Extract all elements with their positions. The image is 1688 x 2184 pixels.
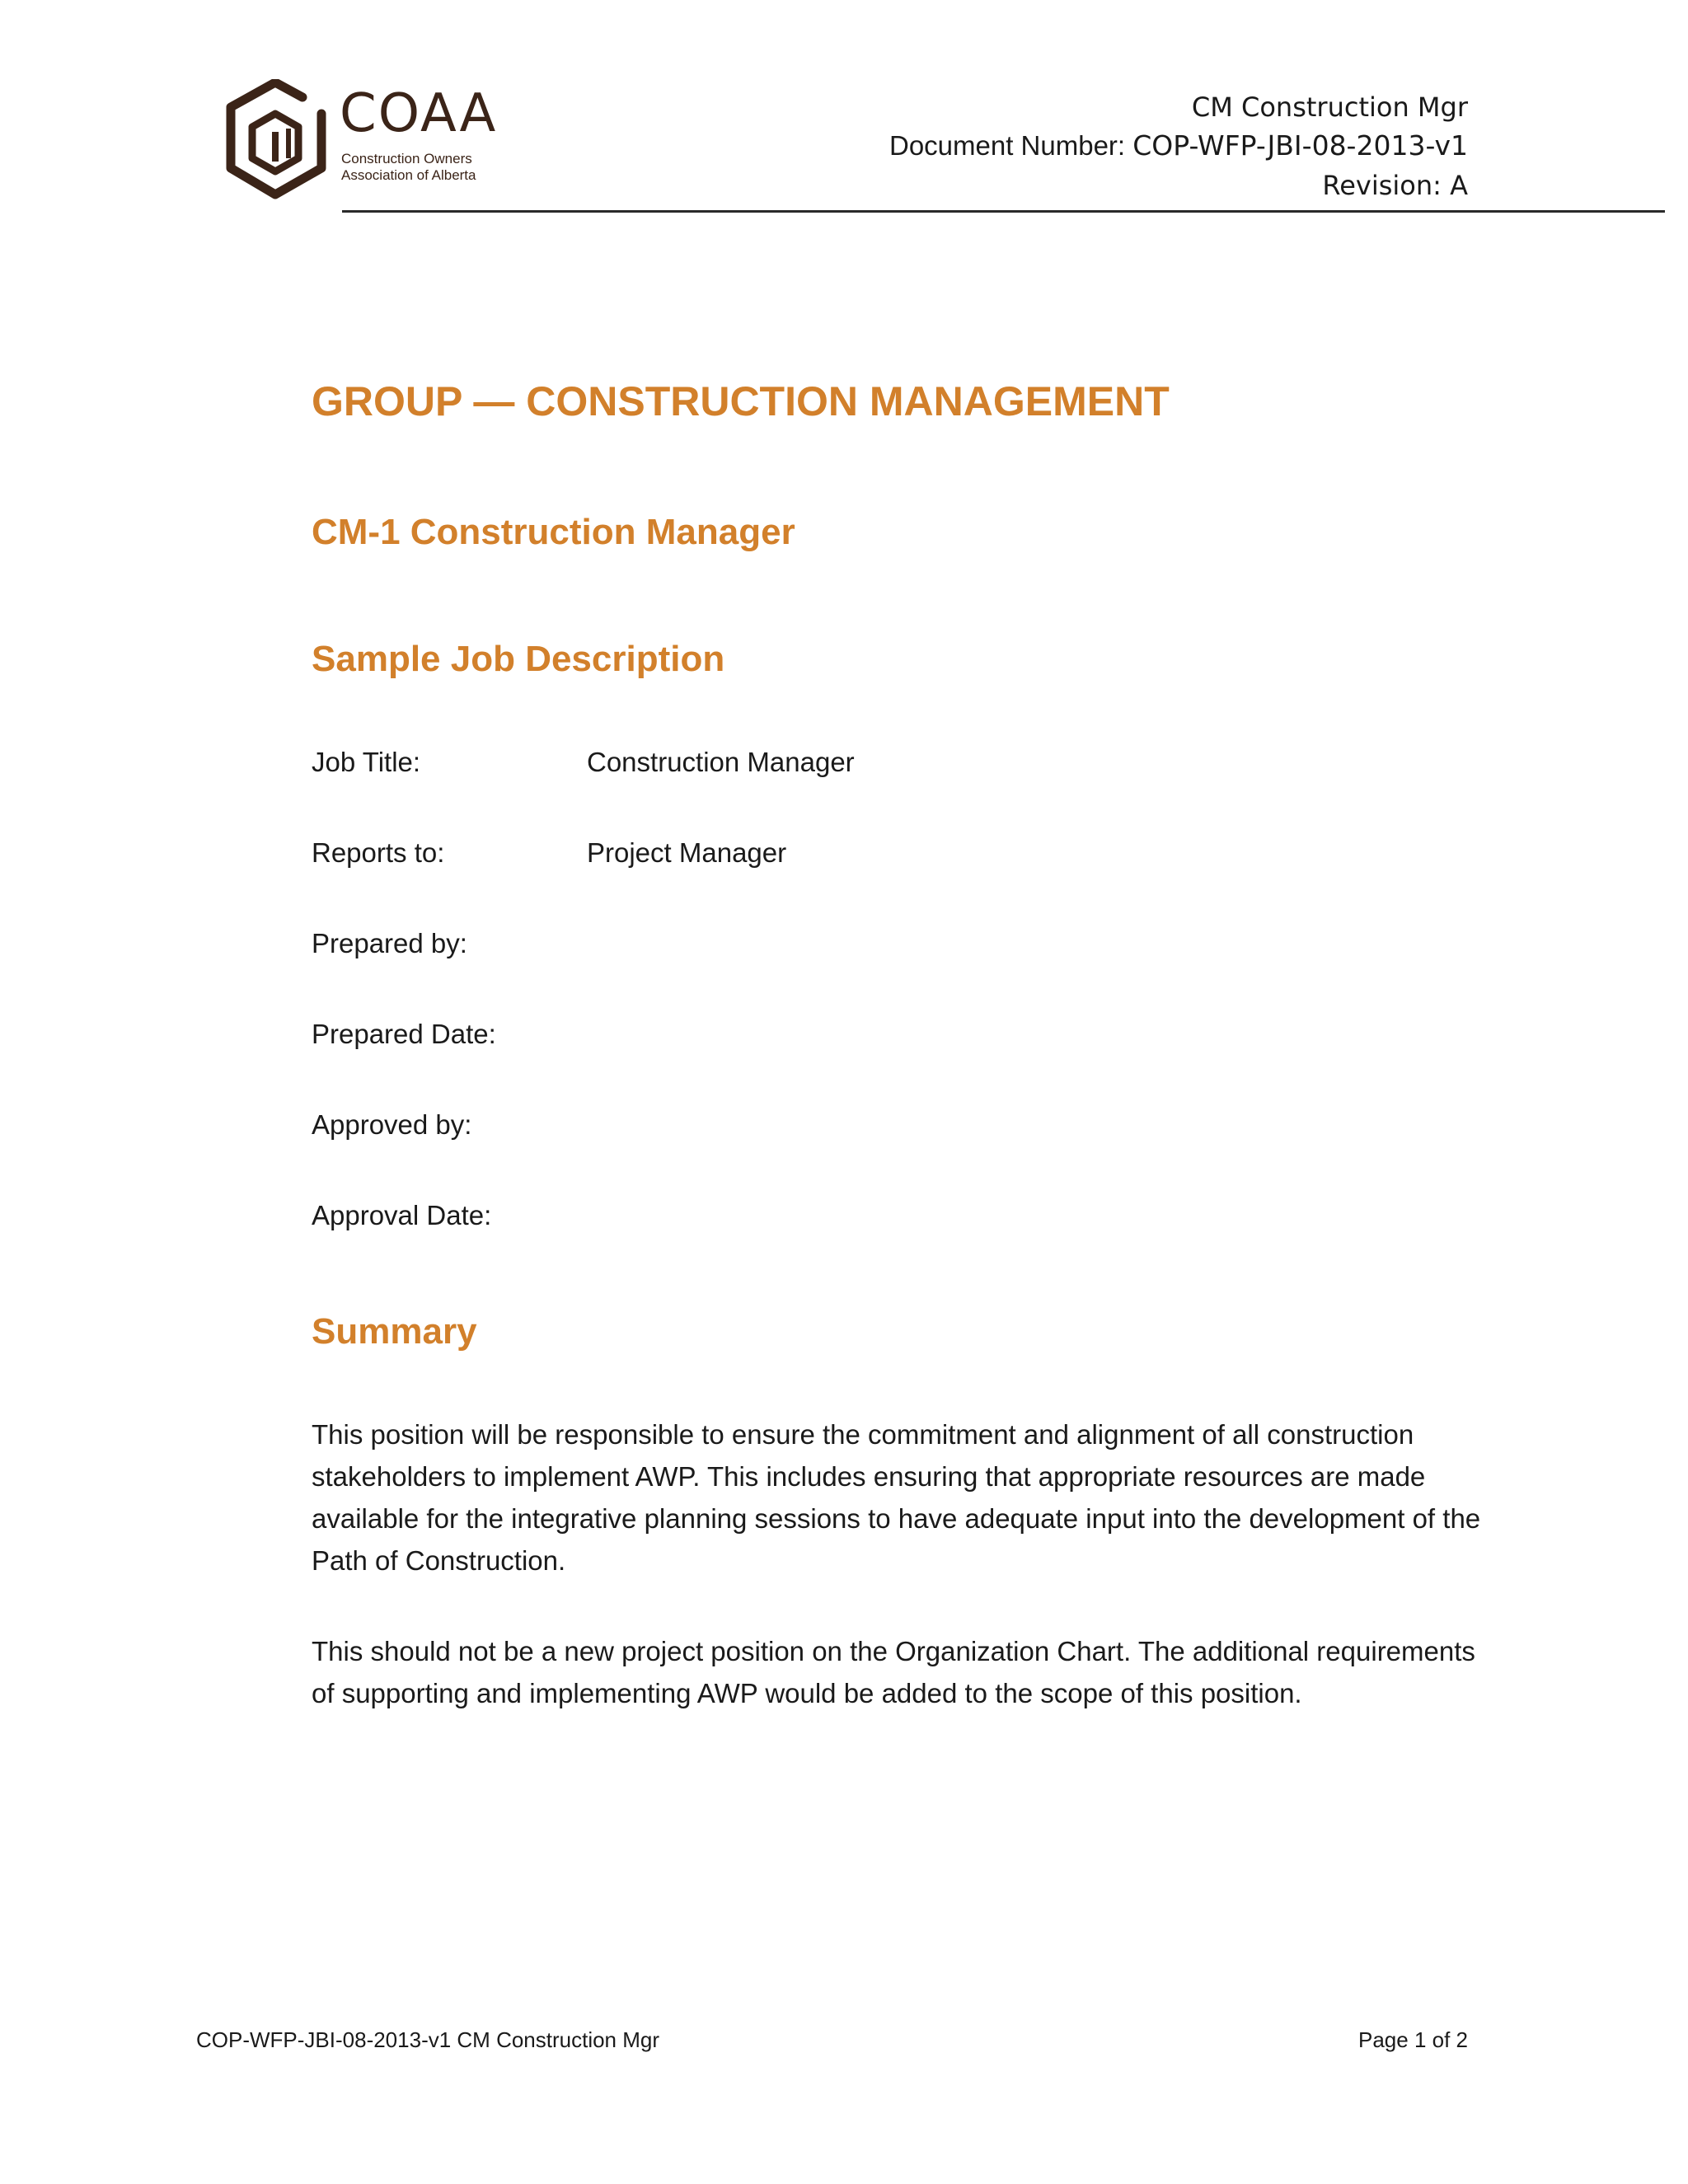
document-header-info — [889, 91, 1468, 201]
doc-number-value: COP-WFP-JBI-08-2013-v1 — [1132, 129, 1468, 162]
header-divider — [342, 210, 1665, 213]
doc-number-line — [889, 129, 1468, 162]
logo-wordmark: COAA — [340, 83, 498, 144]
role-heading: CM-1 Construction Manager — [312, 512, 795, 552]
summary-paragraph: This should not be a new project position on the Organization Chart. The additional requirements of supporting and implementing AWP would be added to the scope of this position. — [312, 1636, 1475, 1708]
field-value: Project Manager — [587, 837, 787, 868]
summary-paragraph: This position will be responsible to ensure the commitment and alignment of all construction stakeholders to implement AWP. This includes ensuring that appropriate resources are made available for the integrative planning sessions to have adequate input into the development of the Path of Construction. — [312, 1419, 1481, 1576]
field-label: Approval Date: — [312, 1200, 492, 1230]
footer-doc-reference: COP-WFP-JBI-08-2013-v1 CM Construction Mgr — [196, 2027, 660, 2052]
doc-title: CM Construction Mgr — [1191, 91, 1468, 123]
field-label: Prepared by: — [312, 928, 467, 958]
logo-subline-1: Construction Owners — [341, 151, 472, 166]
doc-number-label: Document Number: — [889, 130, 1126, 161]
field-label: Prepared Date: — [312, 1019, 496, 1049]
revision: Revision: A — [1322, 170, 1468, 201]
group-heading: GROUP — CONSTRUCTION MANAGEMENT — [312, 378, 1170, 424]
field-label: Reports to: — [312, 837, 445, 868]
field-label: Job Title: — [312, 747, 421, 777]
footer-page-number: Page 1 of 2 — [1358, 2027, 1468, 2052]
hexagon-logo-icon — [224, 79, 331, 203]
field-value: Construction Manager — [587, 747, 855, 777]
summary-heading: Summary — [312, 1311, 477, 1352]
coaa-logo — [224, 79, 496, 203]
field-label: Approved by: — [312, 1109, 472, 1140]
sample-heading: Sample Job Description — [312, 639, 725, 679]
logo-subline-2: Association of Alberta — [341, 167, 476, 183]
